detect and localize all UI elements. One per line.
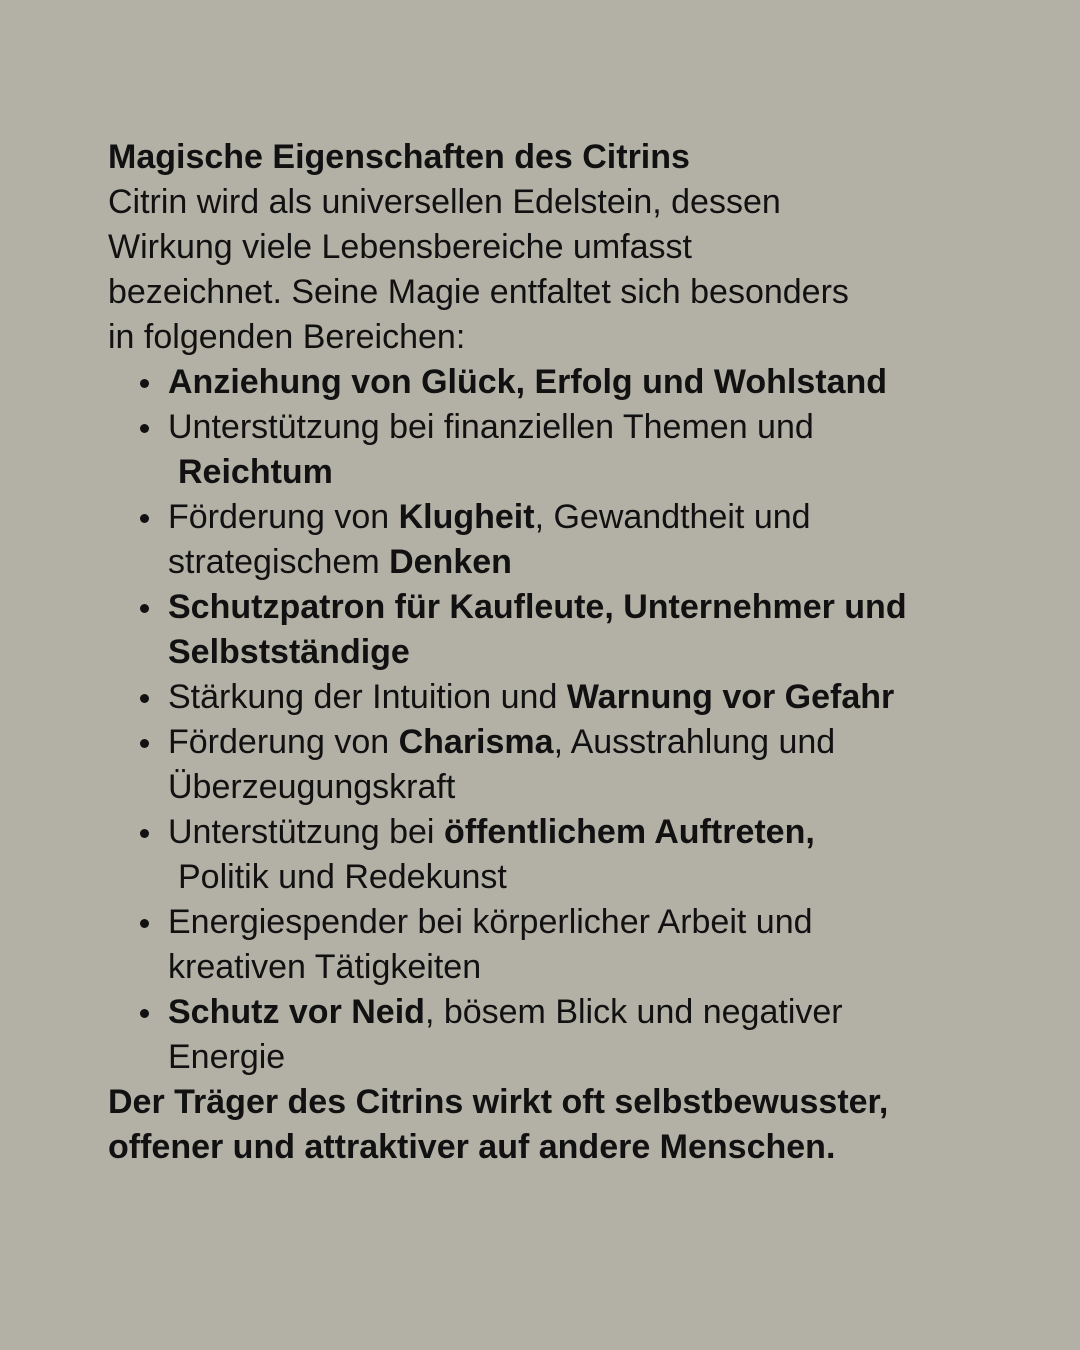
item-text: kreativen Tätigkeiten bbox=[168, 948, 482, 986]
intro-line: in folgenden Bereichen: bbox=[108, 318, 466, 356]
list-item bbox=[108, 900, 988, 990]
list-item bbox=[108, 990, 988, 1080]
closing-line: offener und attraktiver auf andere Menschen. bbox=[108, 1128, 836, 1166]
item-text: Unterstützung bei bbox=[168, 813, 444, 851]
text-panel bbox=[108, 135, 988, 1170]
bullet-icon bbox=[140, 919, 149, 928]
item-text: Energie bbox=[168, 1038, 286, 1076]
bullet-icon bbox=[140, 514, 149, 523]
heading: Magische Eigenschaften des Citrins bbox=[108, 138, 690, 176]
properties-list bbox=[108, 360, 988, 1080]
item-text-bold: öffentlichem Auftreten, bbox=[443, 813, 815, 851]
item-text: Überzeugungskraft bbox=[168, 768, 456, 806]
item-text: , Ausstrahlung und bbox=[553, 723, 836, 761]
bullet-icon bbox=[140, 829, 149, 838]
item-text-bold: Reichtum bbox=[178, 453, 333, 491]
item-text: strategischem bbox=[168, 543, 390, 581]
list-item bbox=[108, 585, 988, 675]
list-item bbox=[108, 810, 988, 900]
bullet-icon bbox=[140, 604, 149, 613]
item-text-bold: Schutzpatron für Kaufleute, Unternehmer und bbox=[168, 588, 907, 626]
list-item bbox=[108, 675, 988, 720]
bullet-icon bbox=[140, 424, 149, 433]
intro-line: bezeichnet. Seine Magie entfaltet sich besonders bbox=[108, 273, 849, 311]
closing-paragraph bbox=[108, 1080, 988, 1170]
item-text: Förderung von bbox=[168, 498, 399, 536]
item-text: Unterstützung bei finanziellen Themen und bbox=[168, 408, 814, 446]
bullet-icon bbox=[140, 379, 149, 388]
list-item bbox=[108, 405, 988, 495]
item-text-bold: Charisma bbox=[398, 723, 554, 761]
item-text-bold: Klugheit bbox=[398, 498, 535, 536]
item-text: , bösem Blick und negativer bbox=[424, 993, 843, 1031]
item-text: Stärkung der Intuition und bbox=[168, 678, 567, 716]
item-text-bold: Schutz vor Neid bbox=[168, 993, 425, 1031]
item-text: , Gewandtheit und bbox=[534, 498, 811, 536]
item-text: Energiespender bei körperlicher Arbeit und bbox=[168, 903, 813, 941]
item-text-bold: Warnung vor Gefahr bbox=[566, 678, 895, 716]
bullet-icon bbox=[140, 739, 149, 748]
item-text-bold: Denken bbox=[389, 543, 512, 581]
item-text: Förderung von bbox=[168, 723, 399, 761]
list-item bbox=[108, 495, 988, 585]
item-text-bold: Selbstständige bbox=[168, 633, 410, 671]
list-item bbox=[108, 720, 988, 810]
closing-line: Der Träger des Citrins wirkt oft selbstbewusster, bbox=[108, 1083, 889, 1121]
intro-line: Citrin wird als universellen Edelstein, dessen bbox=[108, 183, 781, 221]
intro-paragraph bbox=[108, 180, 988, 360]
item-text: Politik und Redekunst bbox=[178, 858, 507, 896]
bullet-icon bbox=[140, 694, 149, 703]
intro-line: Wirkung viele Lebensbereiche umfasst bbox=[108, 228, 692, 266]
bullet-icon bbox=[140, 1009, 149, 1018]
list-item bbox=[108, 360, 988, 405]
item-text-bold: Anziehung von Glück, Erfolg und Wohlstand bbox=[168, 363, 888, 401]
